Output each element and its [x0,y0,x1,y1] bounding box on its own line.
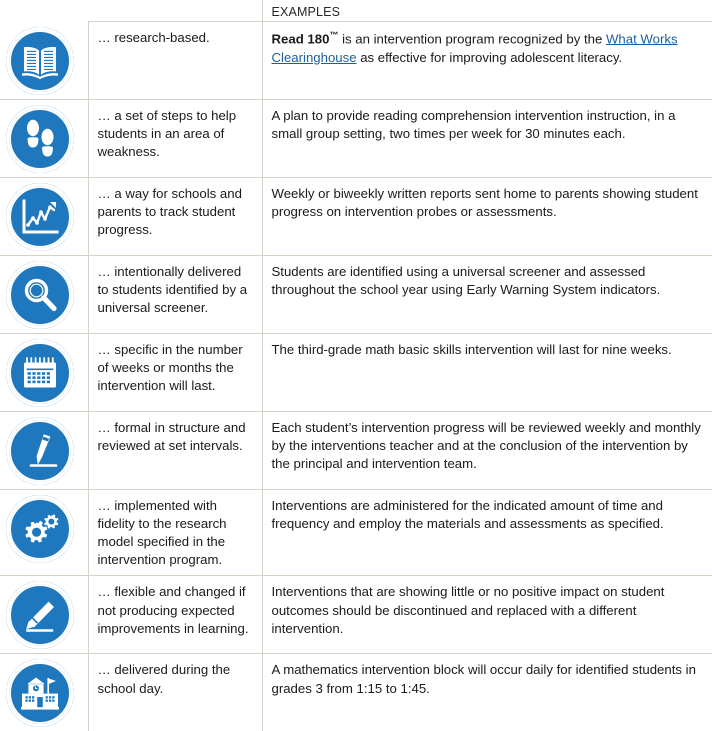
row-example: Interventions that are showing little or no positive impact on student outcomes should be discontinued and replaced with a different intervention. [262,576,712,654]
magnifier-icon [21,276,59,314]
row-icon-cell [0,177,88,255]
row-icon-cell [0,99,88,177]
school-building-icon-badge [6,659,74,727]
example-text: is an intervention program recognized by the [338,31,606,46]
row-icon-cell [0,411,88,489]
row-description: … specific in the number of weeks or months the intervention will last. [88,333,262,411]
gears-icon [20,511,60,547]
table-row [0,489,712,576]
row-description: … formal in structure and reviewed at set intervals. [88,411,262,489]
magnifier-icon-badge [6,261,74,329]
table-row [0,333,712,411]
school-building-icon [19,674,61,712]
eraser-icon-badge [6,581,74,649]
table-row [0,654,712,731]
table-header-row [0,0,712,22]
row-icon-cell [0,255,88,333]
row-icon-cell [0,654,88,731]
header-icon-column [0,0,88,22]
example-text: as effective for improving adolescent literacy. [357,50,623,65]
table-row [0,99,712,177]
row-icon-cell [0,333,88,411]
row-example: Students are identified using a universal screener and assessed throughout the school year using Early Warning System indicators. [262,255,712,333]
example-bold-text: Read 180 [272,31,330,46]
example-link[interactable]: What Works Clearinghouse [272,31,678,64]
table-row [0,255,712,333]
table-row [0,411,712,489]
table-row [0,576,712,654]
row-example: Each student’s intervention progress will be reviewed weekly and monthly by the interventions teacher and at the conclusion of the intervention by the principal and intervention team. [262,411,712,489]
open-book-icon [20,43,60,79]
row-icon-cell [0,489,88,576]
fountain-pen-icon [21,431,59,471]
row-description: … implemented with fidelity to the research model specified in the intervention program. [88,489,262,576]
row-example: Weekly or biweekly written reports sent home to parents showing student progress on intervention probes or assessments. [262,177,712,255]
row-description: … a set of steps to help students in an area of weakness. [88,99,262,177]
calendar-icon-badge [6,339,74,407]
row-icon-cell [0,22,88,100]
open-book-icon-badge [6,27,74,95]
row-description: … flexible and changed if not producing expected improvements in learning. [88,576,262,654]
table-body [0,22,712,731]
table-row [0,22,712,100]
trademark-symbol: ™ [329,30,338,40]
row-example: A plan to provide reading comprehension intervention instruction, in a small group setting, two times per week for 30 minutes each. [262,99,712,177]
footprints-icon-badge [6,105,74,173]
line-chart-icon-badge [6,183,74,251]
row-description: … delivered during the school day. [88,654,262,731]
fountain-pen-icon-badge [6,417,74,485]
row-description: … research-based. [88,22,262,100]
line-chart-icon [20,198,60,236]
row-example: A mathematics intervention block will occur daily for identified students in grades 3 from 1:15 to 1:45. [262,654,712,731]
footprints-icon [22,119,58,159]
calendar-icon [20,354,60,392]
table-row [0,177,712,255]
eraser-icon [20,596,60,634]
row-icon-cell [0,576,88,654]
row-description: … intentionally delivered to students identified by a universal screener. [88,255,262,333]
row-example [262,22,712,100]
gears-icon-badge [6,495,74,563]
row-example: Interventions are administered for the indicated amount of time and frequency and employ the materials and assessments as specified. [262,489,712,576]
header-description-column [88,0,262,22]
row-description: … a way for schools and parents to track student progress. [88,177,262,255]
header-examples-column: EXAMPLES [262,0,712,22]
row-example: The third-grade math basic skills intervention will last for nine weeks. [262,333,712,411]
